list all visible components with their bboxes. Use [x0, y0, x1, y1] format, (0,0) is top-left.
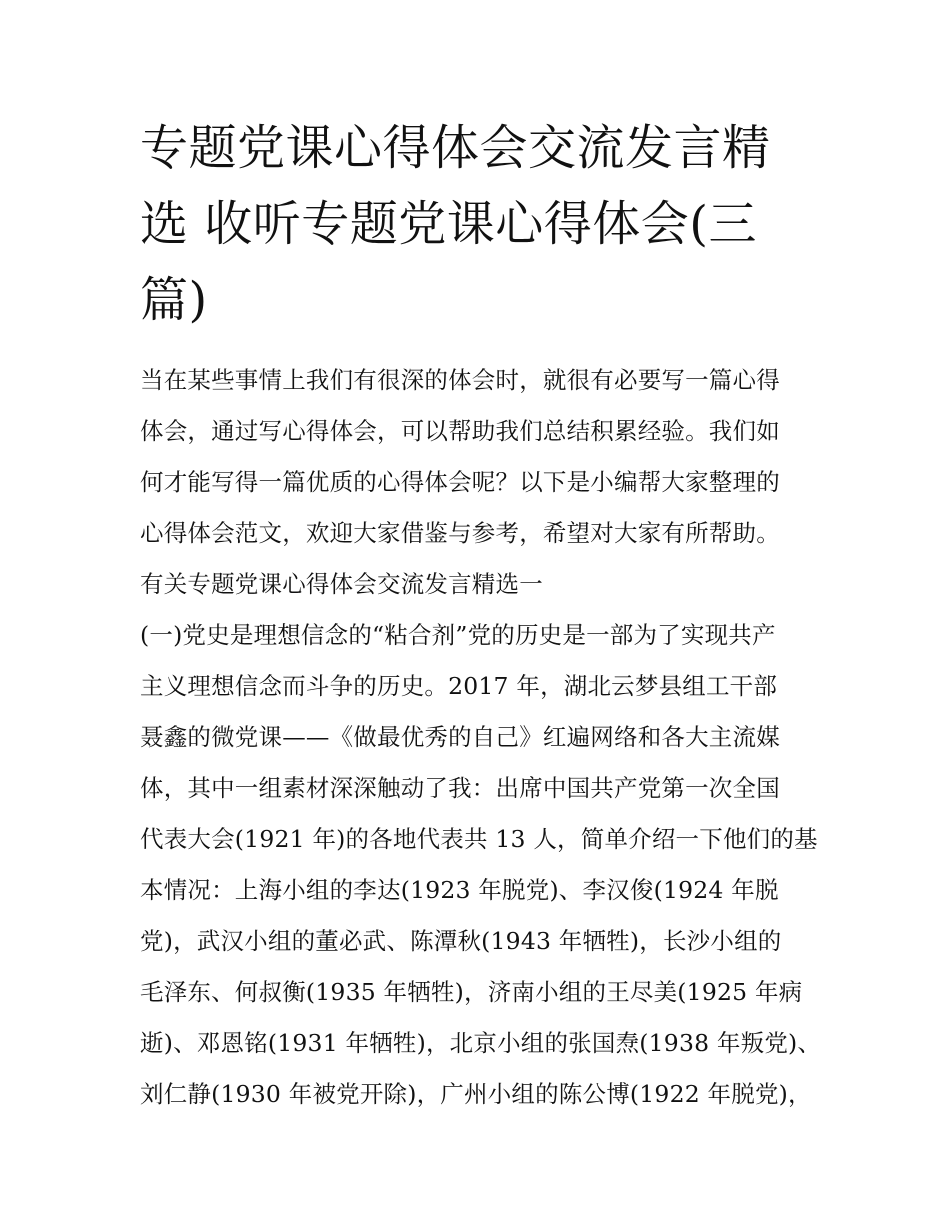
body-line-1: 当在某些事情上我们有很深的体会时，就很有必要写一篇心得: [140, 366, 780, 394]
body-line-9: 体，其中一组素材深深触动了我：出席中国共产党第一次全国: [140, 774, 780, 802]
document-body: [140, 355, 820, 1120]
body-line-12: 党)，武汉小组的董必武、陈潭秋(1943 年牺牲)，长沙小组的: [140, 927, 782, 955]
body-line-14: 逝)、邓恩铭(1931 年牺牲)，北京小组的张国焘(1938 年叛党)、: [140, 1029, 822, 1057]
body-line-3: 何才能写得一篇优质的心得体会呢？以下是小编帮大家整理的: [140, 468, 780, 496]
body-line-13: 毛泽东、何叔衡(1935 年牺牲)，济南小组的王尽美(1925 年病: [140, 978, 803, 1006]
body-line-11: 本情况：上海小组的李达(1923 年脱党)、李汉俊(1924 年脱: [140, 876, 779, 904]
section-heading: 有关专题党课心得体会交流发言精选一: [140, 570, 543, 598]
title-line-2: 选 收听专题党课心得体会(三: [140, 196, 757, 252]
document-title: [140, 110, 820, 338]
body-line-2: 体会，通过写心得体会，可以帮助我们总结积累经验。我们如: [140, 417, 780, 445]
title-line-3: 篇): [140, 272, 208, 328]
body-line-8: 聂鑫的微党课——《做最优秀的自己》红遍网络和各大主流媒: [140, 723, 780, 751]
body-line-10: 代表大会(1921 年)的各地代表共 13 人，简单介绍一下他们的基: [140, 825, 818, 853]
body-line-15: 刘仁静(1930 年被党开除)，广州小组的陈公博(1922 年脱党)，: [140, 1080, 812, 1108]
title-line-1: 专题党课心得体会交流发言精: [140, 120, 771, 176]
body-line-4: 心得体会范文，欢迎大家借鉴与参考，希望对大家有所帮助。: [140, 519, 780, 547]
body-line-7: 主义理想信念而斗争的历史。2017 年，湖北云梦县组工干部: [140, 672, 778, 700]
body-line-6: (一)党史是理想信念的“粘合剂”党的历史是一部为了实现共产: [140, 621, 776, 649]
